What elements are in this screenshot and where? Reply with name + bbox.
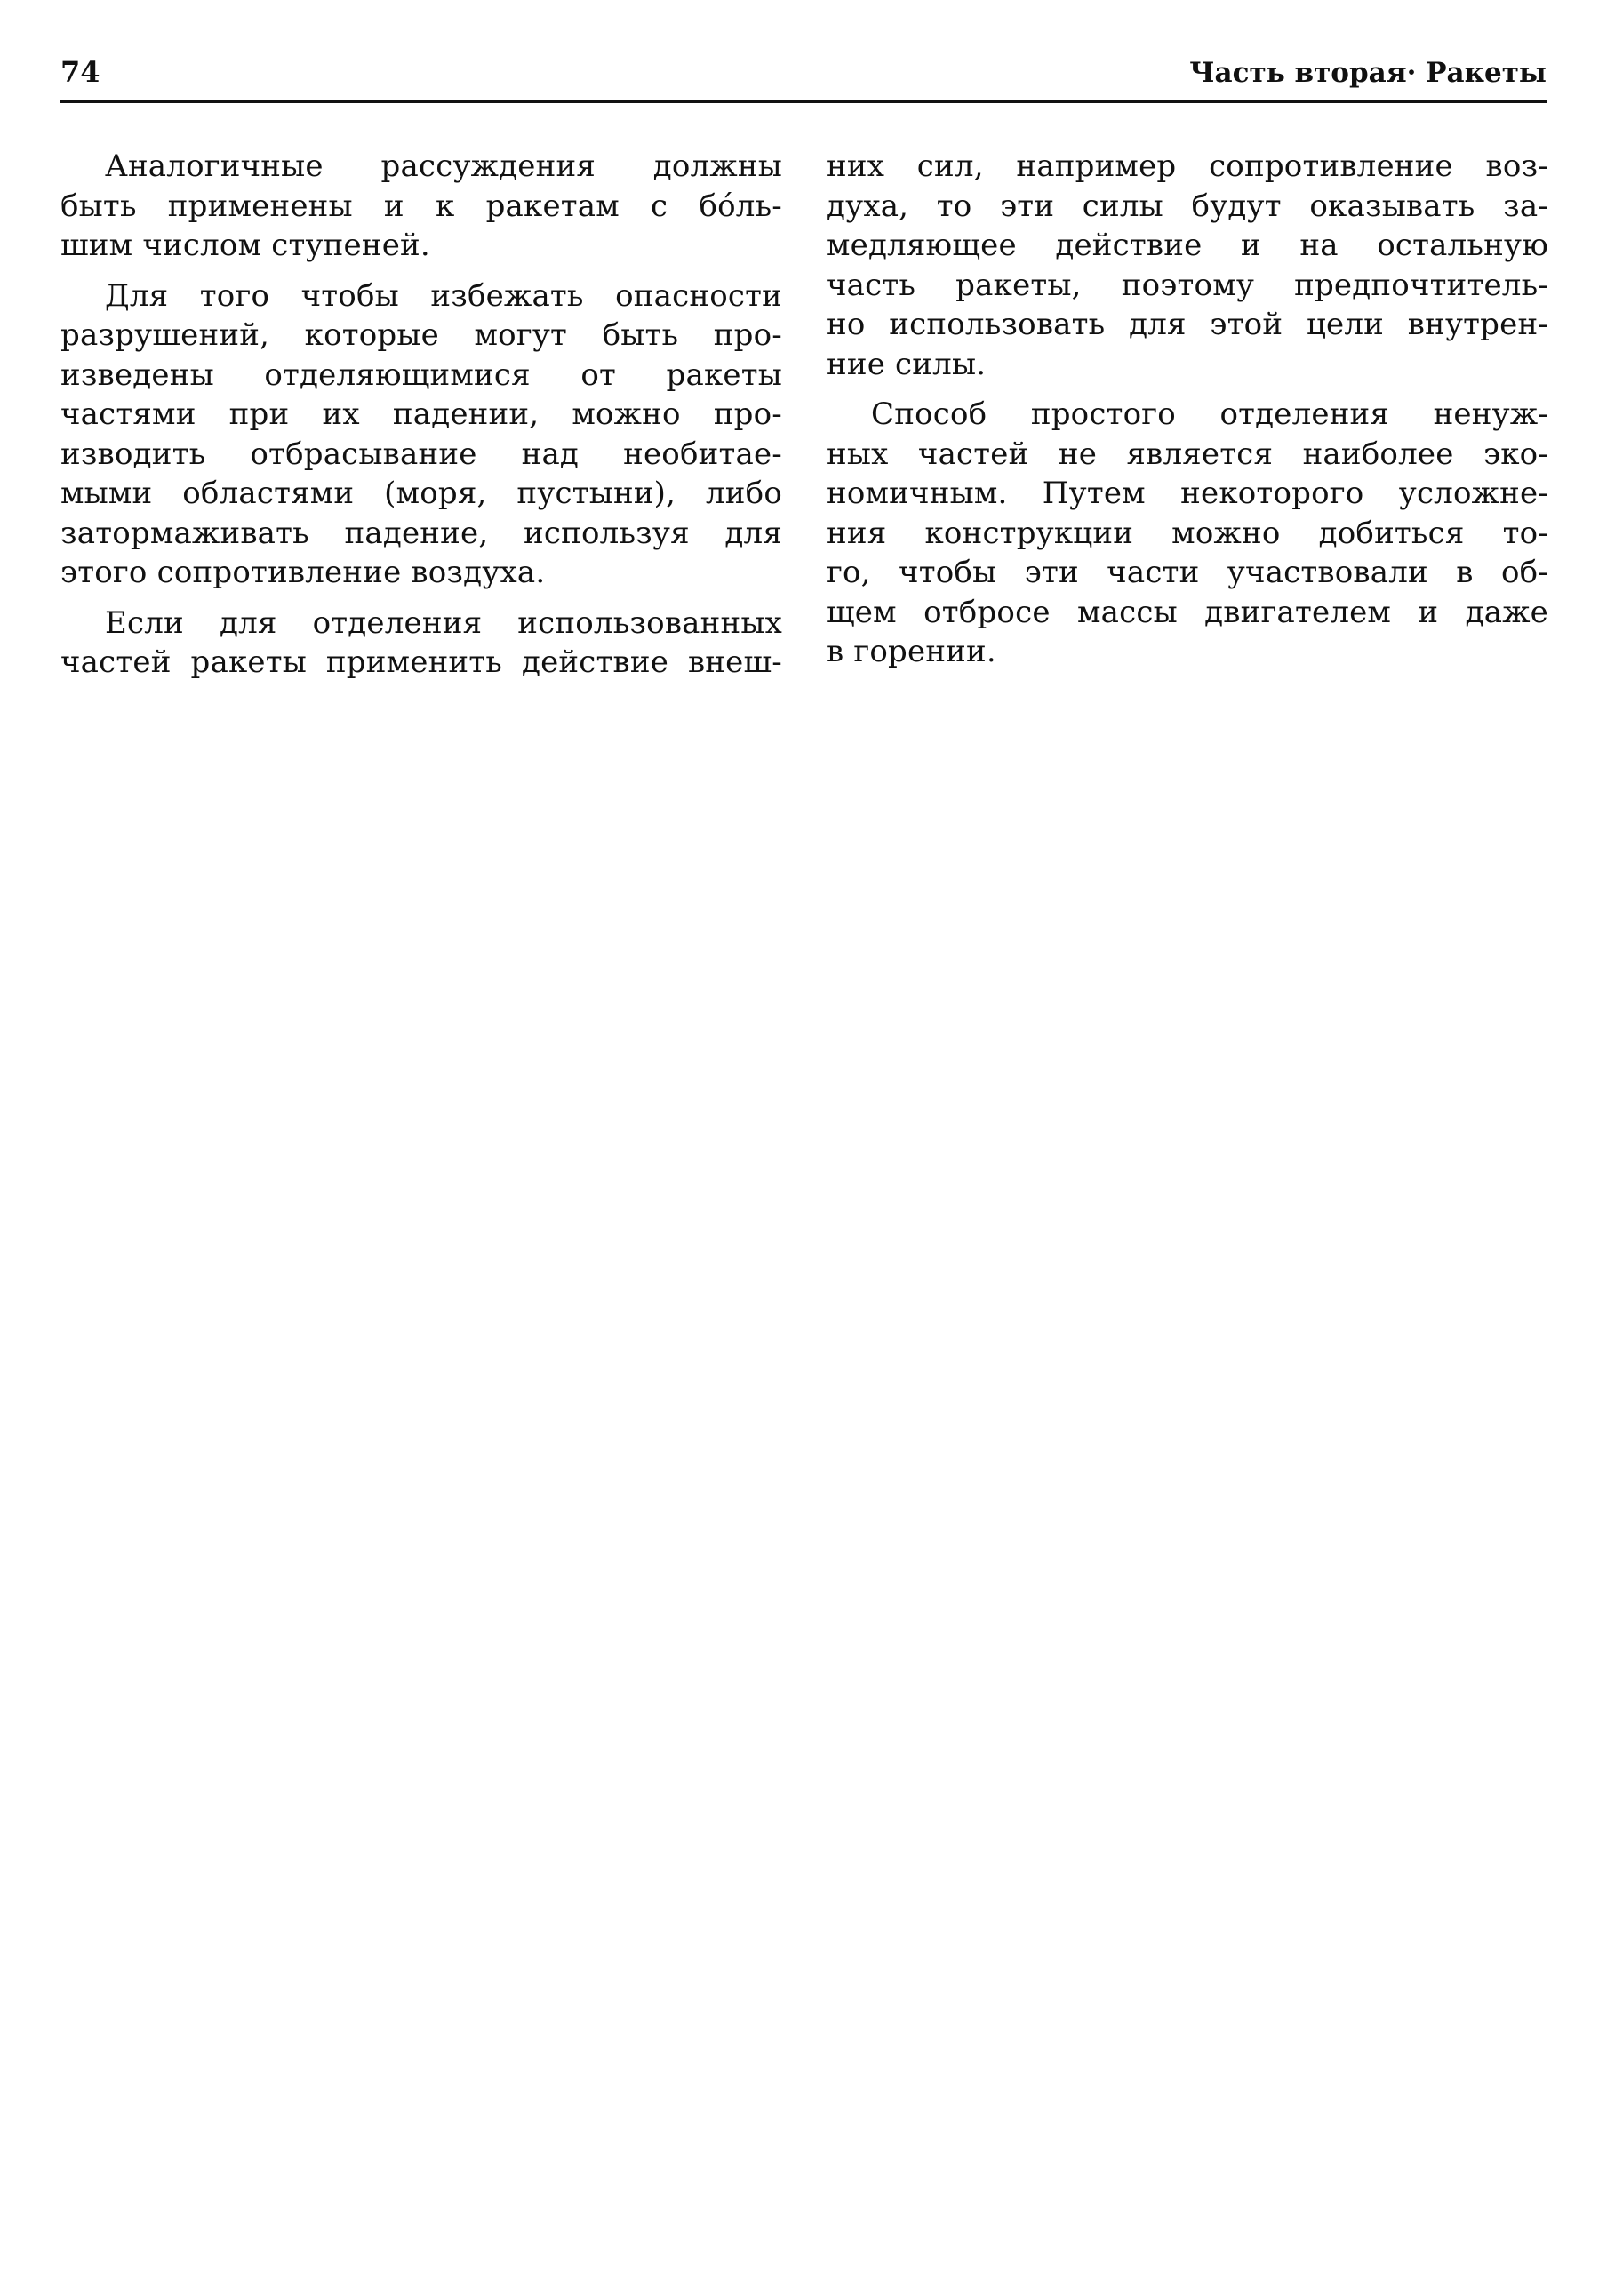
text-line: медляющее действие и на остальную [827, 228, 1548, 263]
text-line: мыми областями (моря, пустыни), либо [60, 476, 782, 511]
text-line: частей ракеты применить действие внеш- [60, 644, 782, 680]
header-rule [60, 100, 1547, 103]
text-line: но использовать для этой цели внутрен- [827, 307, 1548, 342]
section-title: Часть вторая· Ракеты [1189, 57, 1547, 89]
text-line: них сил, например сопротивление воз- [827, 148, 1548, 184]
text-line: Для того чтобы избежать опасности [105, 277, 782, 314]
text-line: часть ракеты, поэтому предпочтитель- [827, 267, 1548, 303]
text-line: Способ простого отделения ненуж- [871, 396, 1548, 432]
text-line: Если для отделения использованных [105, 604, 782, 641]
text-line: ние силы. [827, 346, 987, 382]
text-line: Аналогичные рассуждения должны [105, 148, 782, 184]
left-column [60, 147, 782, 683]
text-line: затормаживать падение, используя для [60, 515, 782, 551]
text-line: духа, то эти силы будут оказывать за- [827, 188, 1548, 224]
text-line: изводить отбрасывание над необитае- [60, 436, 782, 472]
right-column [827, 147, 1548, 672]
text-line: номичным. Путем некоторого усложне- [827, 476, 1548, 511]
text-line: частями при их падении, можно про- [60, 396, 782, 432]
page-number: 74 [60, 55, 100, 89]
text-line: быть применены и к ракетам с бóль- [60, 188, 782, 224]
text-line: изведены отделяющимися от ракеты [60, 356, 782, 393]
text-line: щем отбросе массы двигателем и даже [827, 594, 1548, 630]
text-line: в горении. [827, 634, 996, 669]
text-line: ния конструкции можно добиться то- [827, 515, 1548, 551]
text-line: разрушений, которые могут быть про- [60, 317, 782, 353]
text-line: ных частей не является наиболее эко- [827, 436, 1548, 472]
running-head [60, 55, 1547, 100]
text-line: этого сопротивление воздуха. [60, 555, 546, 590]
text-line: шим числом ступеней. [60, 228, 430, 263]
text-line: го, чтобы эти части участвовали в об- [827, 555, 1548, 590]
